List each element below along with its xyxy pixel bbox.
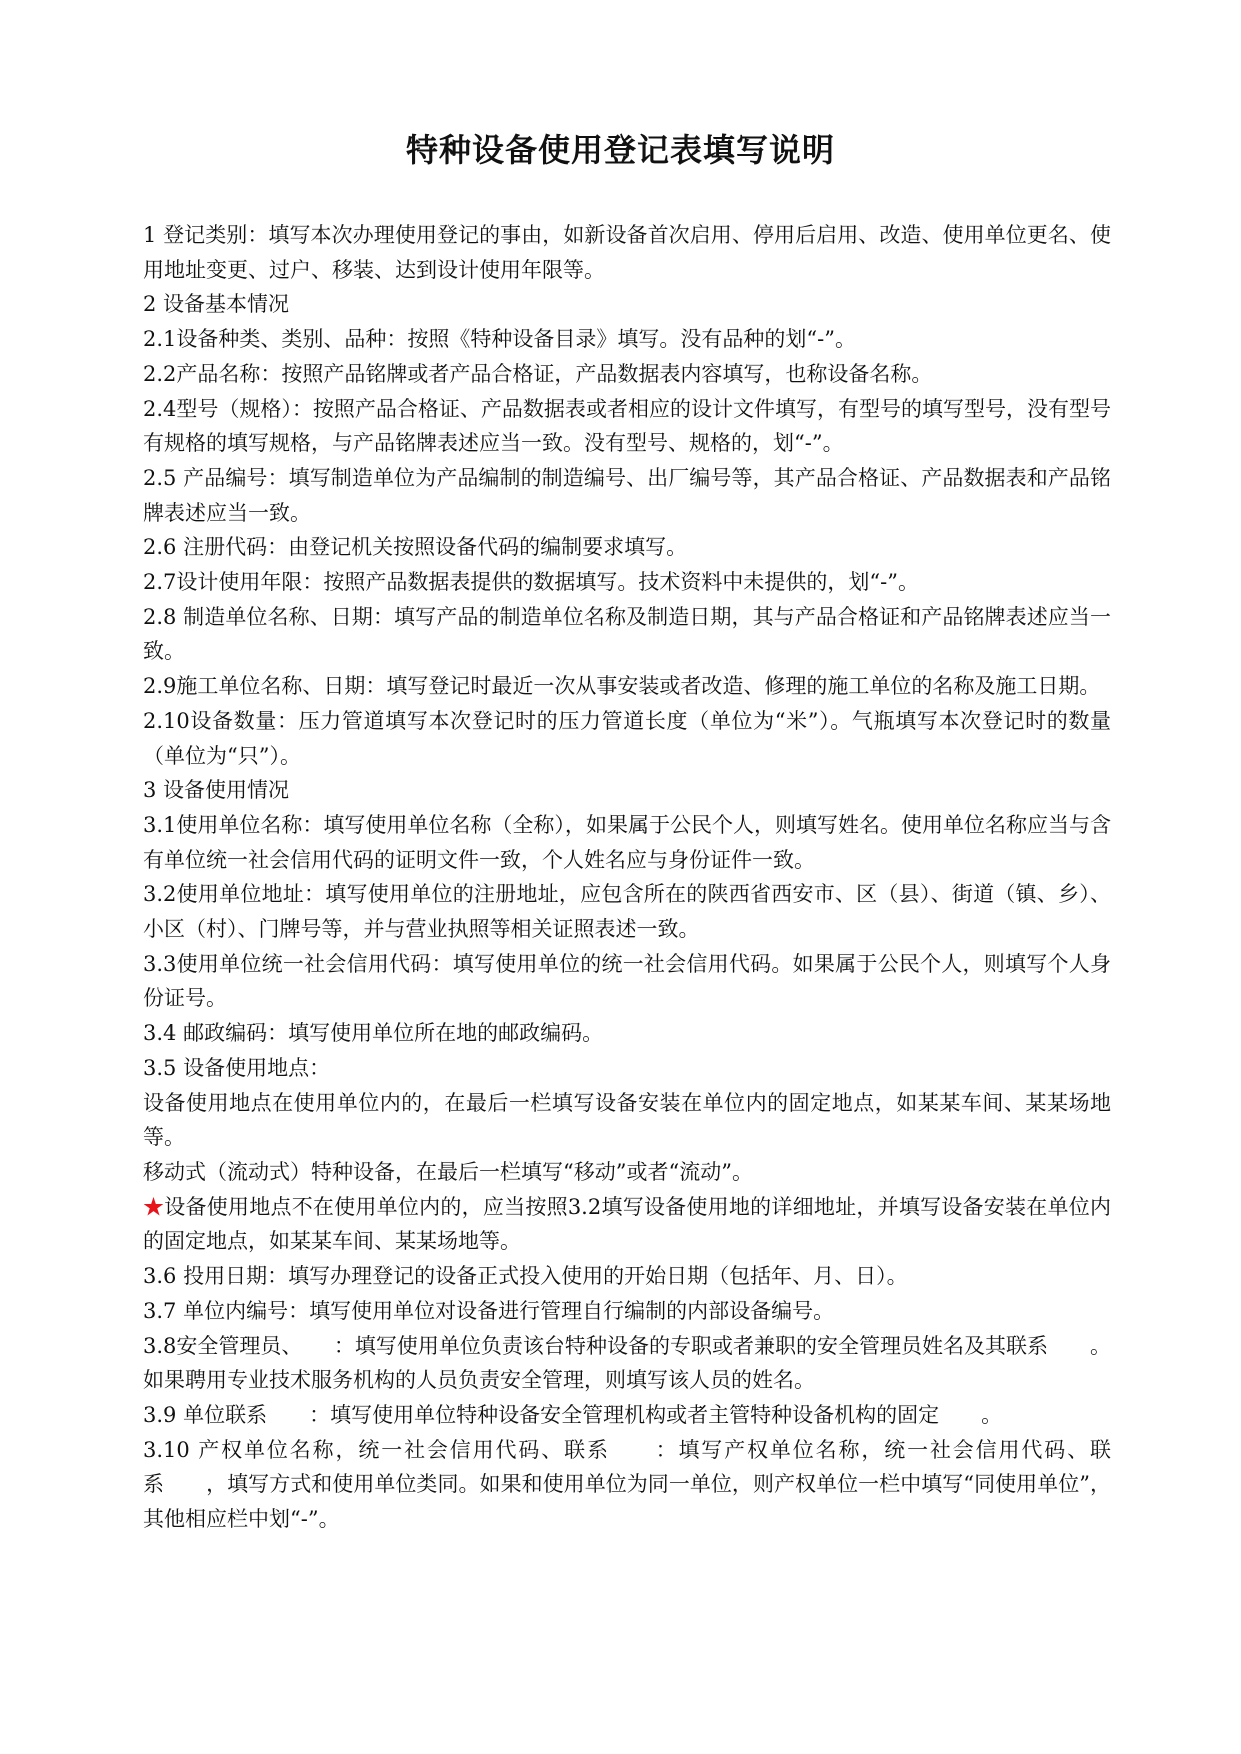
paragraph-2-8: 2.8 制造单位名称、日期：填写产品的制造单位名称及制造日期，其与产品合格证和产品铭牌表述应当一致。 <box>143 604 1111 664</box>
paragraph-3-8: 3.8安全管理员、 ：填写使用单位负责该台特种设备的专职或者兼职的安全管理员姓名及其联系 。如果聘用专业技术服务机构的人员负责安全管理，则填写该人员的姓名。 <box>143 1333 1111 1393</box>
paragraph-3-5-inside: 设备使用地点在使用单位内的，在最后一栏填写设备安装在单位内的固定地点，如某某车间、某某场地等。 <box>143 1090 1111 1150</box>
heading-equipment-usage: 3 设备使用情况 <box>143 778 290 803</box>
paragraph-2-6: 2.6 注册代码：由登记机关按照设备代码的编制要求填写。 <box>143 535 688 560</box>
paragraph-3-5-mobile: 移动式（流动式）特种设备，在最后一栏填写“移动”或者“流动”。 <box>143 1159 753 1184</box>
paragraph-2-4: 2.4型号（规格）：按照产品合格证、产品数据表或者相应的设计文件填写，有型号的填写型号，没有型号有规格的填写规格，与产品铭牌表述应当一致。没有型号、规格的，划“-”。 <box>143 396 1111 456</box>
paragraph-3-5: 3.5 设备使用地点： <box>143 1055 331 1080</box>
paragraph-3-2: 3.2使用单位地址：填写使用单位的注册地址，应包含所在的陕西省西安市、区（县）、街道（镇、乡）、小区（村）、门牌号等，并与营业执照等相关证照表述一致。 <box>143 882 1111 942</box>
paragraph-2-1: 2.1设备种类、类别、品种：按照《特种设备目录》填写。没有品种的划“-”。 <box>143 327 856 352</box>
paragraph-3-9: 3.9 单位联系 ：填写使用单位特种设备安全管理机构或者主管特种设备机构的固定 。 <box>143 1402 1003 1427</box>
paragraph-2-2: 2.2产品名称：按照产品铭牌或者产品合格证，产品数据表内容填写，也称设备名称。 <box>143 361 933 386</box>
paragraph-3-5-outside-text: 设备使用地点不在使用单位内的，应当按照3.2填写设备使用地的详细地址，并填写设备安装在单位内的固定地点，如某某车间、某某场地等。 <box>143 1194 1111 1254</box>
paragraph-registration-type: 1 登记类别：填写本次办理使用登记的事由，如新设备首次启用、停用后启用、改造、使用单位更名、使用地址变更、过户、移装、达到设计使用年限等。 <box>143 223 1111 282</box>
paragraph-3-10: 3.10 产权单位名称，统一社会信用代码、联系 ：填写产权单位名称，统一社会信用代码、联系 ，填写方式和使用单位类同。如果和使用单位为同一单位，则产权单位一栏中填写“同使用单位”，其他相应栏中划“-”。 <box>143 1437 1111 1532</box>
paragraph-2-10: 2.10设备数量：压力管道填写本次登记时的压力管道长度（单位为“米”）。气瓶填写本次登记时的数量（单位为“只”）。 <box>143 708 1111 768</box>
paragraph-3-3: 3.3使用单位统一社会信用代码：填写使用单位的统一社会信用代码。如果属于公民个人，则填写个人身份证号。 <box>143 951 1111 1011</box>
paragraph-3-6: 3.6 投用日期：填写办理登记的设备正式投入使用的开始日期（包括年、月、日）。 <box>143 1264 908 1289</box>
document-body <box>143 218 1111 1537</box>
paragraph-2-5: 2.5 产品编号：填写制造单位为产品编制的制造编号、出厂编号等，其产品合格证、产品数据表和产品铭牌表述应当一致。 <box>143 465 1111 525</box>
paragraph-3-5-outside <box>143 1190 1111 1259</box>
heading-equipment-basics: 2 设备基本情况 <box>143 292 290 317</box>
paragraph-3-7: 3.7 单位内编号：填写使用单位对设备进行管理自行编制的内部设备编号。 <box>143 1298 835 1323</box>
paragraph-3-4: 3.4 邮政编码：填写使用单位所在地的邮政编码。 <box>143 1021 604 1046</box>
paragraph-3-1: 3.1使用单位名称：填写使用单位名称（全称），如果属于公民个人，则填写姓名。使用单位名称应当与含有单位统一社会信用代码的证明文件一致，个人姓名应与身份证件一致。 <box>143 812 1111 872</box>
star-icon: ★ <box>143 1194 165 1219</box>
paragraph-2-7: 2.7设计使用年限：按照产品数据表提供的数据填写。技术资料中未提供的，划“-”。 <box>143 570 919 595</box>
paragraph-2-9: 2.9施工单位名称、日期：填写登记时最近一次从事安装或者改造、修理的施工单位的名称及施工日期。 <box>143 674 1101 699</box>
page-title: 特种设备使用登记表填写说明 <box>405 131 835 169</box>
